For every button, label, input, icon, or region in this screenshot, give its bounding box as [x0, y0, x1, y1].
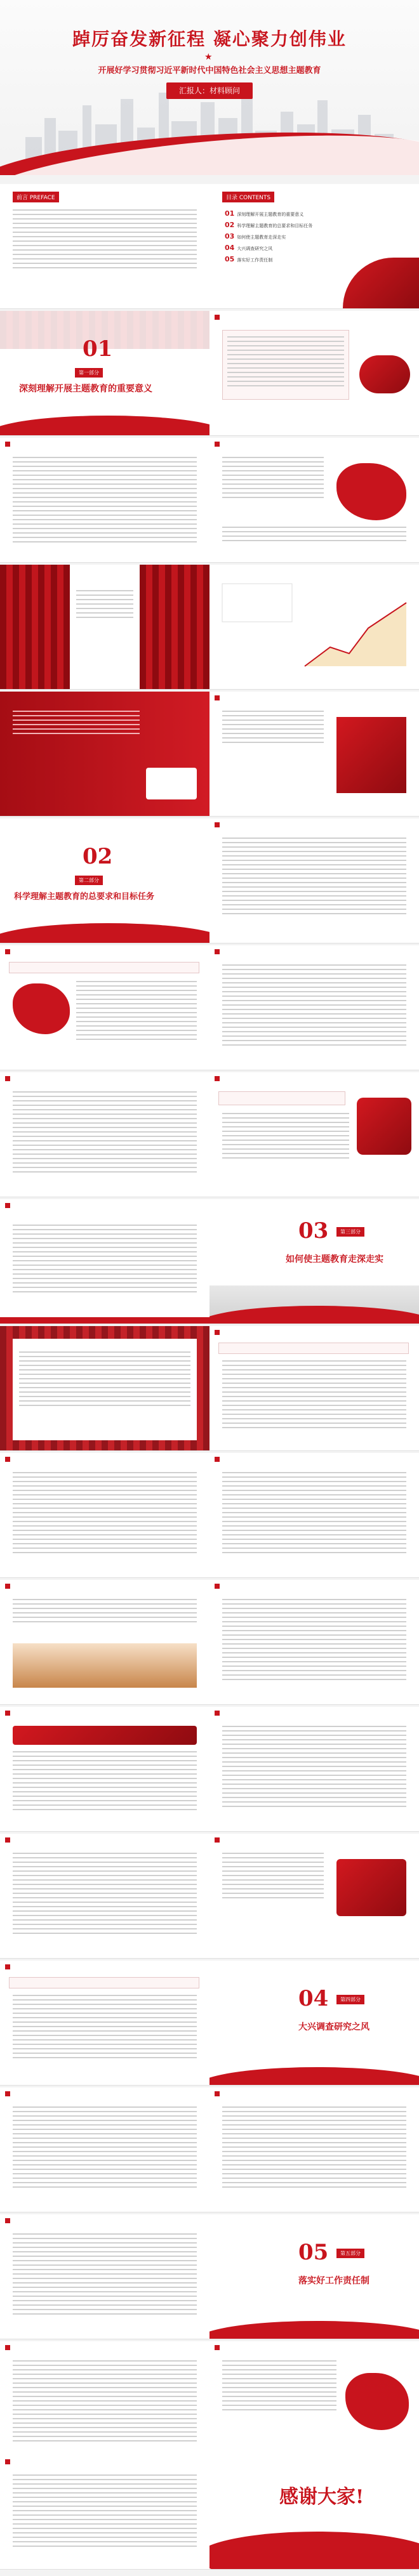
section-title: 落实好工作责任制: [298, 2276, 369, 2286]
section-title: 深刻理解开展主题教育的重要意义: [19, 384, 152, 394]
red-panel: [336, 717, 406, 793]
section-tag: 第三部分: [336, 1227, 364, 1237]
content-slide: [0, 1834, 210, 1959]
toc-item-2[interactable]: 02 科学理解主题教育的总要求和目标任务: [225, 221, 313, 229]
content-slide: [0, 945, 210, 1070]
preface-slide: [0, 184, 210, 309]
flag-graphic: [343, 258, 419, 308]
content-slide: [0, 1707, 210, 1832]
content-slide: [210, 1326, 419, 1451]
content-slide: [0, 1961, 210, 2086]
content-slide: [210, 945, 419, 1070]
content-slide: [210, 1453, 419, 1578]
section-05-slide: [210, 2214, 419, 2339]
section-tag: 第五部分: [336, 2249, 364, 2258]
content-slide: [210, 2341, 419, 2466]
slide-header: [215, 315, 222, 320]
contents-slide: [210, 184, 419, 309]
toc-item-4[interactable]: 04 大兴调查研究之风: [225, 244, 273, 252]
content-slide: [0, 2455, 210, 2570]
section-tag: 第一部分: [75, 368, 103, 378]
content-slide: [210, 438, 419, 563]
content-slide: [210, 2087, 419, 2212]
section-01-slide: [0, 311, 210, 436]
section-number: 02: [83, 844, 113, 869]
section-number: 05: [298, 2240, 329, 2265]
thanks-text: 感谢大家!: [279, 2486, 364, 2508]
toc-item-3[interactable]: 03 如何使主题教育走深走实: [225, 232, 286, 240]
content-slide: [0, 2214, 210, 2339]
content-slide: [0, 1453, 210, 1578]
content-slide: [210, 565, 419, 690]
star-icon: ★: [204, 52, 213, 62]
content-slide: [0, 1072, 210, 1197]
content-slide: [0, 2341, 210, 2466]
content-slide: [210, 692, 419, 817]
content-slide: [0, 1580, 210, 1705]
content-slide: [210, 1834, 419, 1959]
content-slide: [0, 1199, 210, 1324]
content-slide: [210, 818, 419, 943]
toc-item-5[interactable]: 05 落实好工作责任制: [225, 255, 273, 263]
section-03-slide: [210, 1199, 419, 1324]
section-number: 04: [298, 1986, 329, 2011]
section-tag: 第四部分: [336, 1995, 364, 2004]
growth-illustration: [210, 565, 419, 690]
content-slide: [0, 2087, 210, 2212]
content-slide: [0, 438, 210, 563]
content-slide: [210, 1580, 419, 1705]
content-slide: [0, 692, 210, 817]
reporter-badge: 汇报人：材料顾问: [166, 82, 253, 99]
map-graphic: [336, 463, 406, 520]
toc-item-1[interactable]: 01 深刻理解开展主题教育的重要意义: [225, 209, 304, 218]
content-slide: [210, 311, 419, 436]
content-slide: [0, 1326, 210, 1451]
section-title: 大兴调查研究之风: [298, 2022, 369, 2032]
section-title: 科学理解主题教育的总要求和目标任务: [14, 892, 155, 902]
content-slide: [210, 1072, 419, 1197]
calendar-icon: [146, 768, 197, 799]
cover-title: 踔厉奋发新征程 凝心聚力创伟业: [72, 29, 347, 49]
section-02-slide: [0, 818, 210, 943]
preface-heading: 前言 PREFACE: [13, 192, 59, 202]
section-number: 03: [298, 1218, 329, 1244]
section-tag: 第二部分: [75, 876, 103, 885]
cover-subtitle: 开展好学习贯彻习近平新时代中国特色社会主义思想主题教育: [98, 66, 321, 76]
cover-slide: [0, 0, 419, 175]
section-number: 01: [83, 336, 113, 362]
emblem-graphic: [359, 355, 410, 393]
contents-heading: 目录 CONTENTS: [222, 192, 274, 202]
content-slide: [210, 1707, 419, 1832]
content-slide: [0, 565, 210, 690]
section-title: 如何使主题教育走深走实: [286, 1254, 383, 1265]
thanks-slide: [210, 2455, 419, 2570]
section-04-slide: [210, 1961, 419, 2086]
